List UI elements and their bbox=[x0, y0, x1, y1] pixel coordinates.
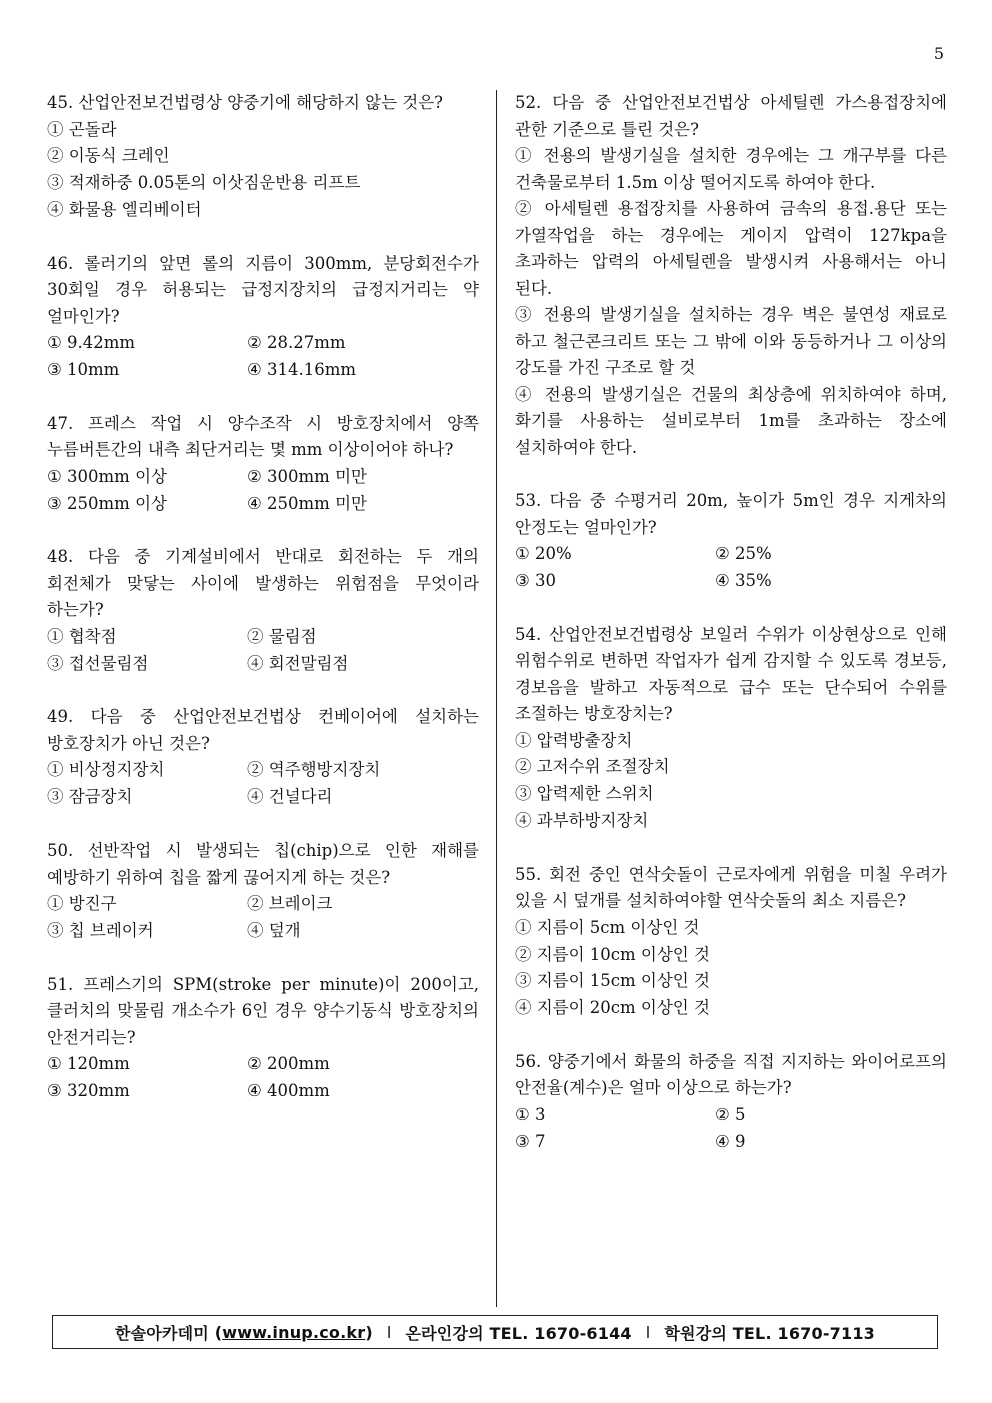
footer-separator: l bbox=[645, 1322, 651, 1342]
answer-option: ① 곤돌라 bbox=[47, 119, 117, 139]
question-text: 51. 프레스기의 SPM(stroke per minute)이 200이고, 클러치의 맞물림 개소수가 6인 경우 양수기동식 방호장치의 안전거리는? bbox=[47, 974, 479, 1047]
answer-option: ④ 건널다리 bbox=[247, 787, 333, 807]
answer-option: ④ 지름이 20cm 이상인 것 bbox=[515, 998, 710, 1018]
answer-option: ① 압력방출장치 bbox=[515, 730, 633, 750]
question-block bbox=[515, 488, 947, 595]
question-block bbox=[515, 862, 947, 1022]
question-text: 49. 다음 중 산업안전보건법상 컨베이어에 설치하는 방호장치가 아닌 것은? bbox=[47, 707, 479, 753]
answer-option: ③ 칩 브레이커 bbox=[47, 920, 154, 940]
question-text: 46. 롤러기의 앞면 롤의 지름이 300mm, 분당회전수가 30회일 경우 허용되는 급정지장치의 급정지거리는 약 얼마인가? bbox=[47, 253, 479, 326]
answer-options bbox=[47, 330, 479, 384]
answer-option: ② 역주행방지장치 bbox=[247, 760, 381, 780]
answer-option: ② 300mm 미만 bbox=[247, 466, 367, 486]
answer-options bbox=[47, 624, 479, 678]
answer-option: ④ 250mm 미만 bbox=[247, 493, 367, 513]
answer-option: ③ 10mm bbox=[47, 359, 120, 379]
footer-online-phone: 온라인강의 TEL. 1670-6144 bbox=[405, 1323, 632, 1343]
question-text: 52. 다음 중 산업안전보건법상 아세틸렌 가스용접장치에 관한 기준으로 틀린 것은? bbox=[515, 93, 947, 139]
answer-options bbox=[515, 143, 947, 461]
footer-academy: 한솔아카데미 bbox=[115, 1323, 209, 1343]
question-text: 48. 다음 중 기계설비에서 반대로 회전하는 두 개의 회전체가 맞닿는 사이에 발생하는 위험점을 무엇이라 하는가? bbox=[47, 547, 479, 620]
question-text: 50. 선반작업 시 발생되는 칩(chip)으로 인한 재해를 예방하기 위하여 칩을 짧게 끊어지게 하는 것은? bbox=[47, 841, 479, 887]
answer-option: ① 비상정지장치 bbox=[47, 760, 165, 780]
page-number: 5 bbox=[933, 44, 944, 63]
answer-option: ④ 400mm bbox=[247, 1080, 330, 1100]
question-block bbox=[47, 972, 479, 1105]
answer-option: ③ 320mm bbox=[47, 1080, 130, 1100]
answer-options bbox=[47, 891, 479, 945]
answer-option: ④ 전용의 발생기실은 건물의 최상층에 위치하여야 하며, 화기를 사용하는 설비로부터 1m를 초과하는 장소에 설치하여야 한다. bbox=[515, 384, 947, 457]
question-text: 53. 다음 중 수평거리 20m, 높이가 5m인 경우 지게차의 안정도는 얼마인가? bbox=[515, 491, 947, 537]
answer-option: ① 9.42mm bbox=[47, 333, 136, 353]
footer-offline-phone: 학원강의 TEL. 1670-7113 bbox=[664, 1323, 875, 1343]
answer-option: ③ 30 bbox=[515, 570, 557, 590]
answer-option: ① 120mm bbox=[47, 1054, 130, 1074]
answer-option: ③ 적재하중 0.05톤의 이삿짐운반용 리프트 bbox=[47, 173, 361, 193]
answer-options bbox=[515, 728, 947, 835]
question-text: 54. 산업안전보건법령상 보일러 수위가 이상현상으로 인해 위험수위로 변하면 작업자가 쉽게 감지할 수 있도록 경보등, 경보음을 발하고 자동적으로 급수 또는 단수되어 수위를 조절하는 방호장치는? bbox=[515, 624, 947, 724]
question-block bbox=[515, 1049, 947, 1156]
answer-option: ① 지름이 5cm 이상인 것 bbox=[515, 917, 700, 937]
question-block bbox=[47, 251, 479, 384]
footer-separator: l bbox=[386, 1322, 392, 1342]
answer-option: ② 이동식 크레인 bbox=[47, 146, 170, 166]
question-text: 55. 회전 중인 연삭숫돌이 근로자에게 위험을 미칠 우려가 있을 시 덮개를 설치하여야할 연삭숫돌의 최소 지름은? bbox=[515, 864, 947, 911]
question-block bbox=[47, 838, 479, 945]
question-block bbox=[47, 90, 479, 224]
question-block bbox=[47, 411, 479, 518]
answer-option: ④ 35% bbox=[715, 570, 772, 590]
answer-option: ② 25% bbox=[715, 544, 772, 563]
answer-option: ③ 250mm 이상 bbox=[47, 493, 167, 513]
answer-option: ④ 314.16mm bbox=[247, 359, 357, 379]
question-block bbox=[515, 622, 947, 835]
answer-option: ② 지름이 10cm 이상인 것 bbox=[515, 944, 710, 964]
answer-option: ④ 과부하방지장치 bbox=[515, 810, 649, 830]
answer-option: ③ 접선물림점 bbox=[47, 653, 149, 673]
question-block bbox=[515, 90, 947, 461]
answer-option: ② 28.27mm bbox=[247, 333, 346, 353]
answer-options bbox=[47, 757, 479, 811]
question-block bbox=[47, 544, 479, 677]
question-column-left bbox=[47, 90, 479, 1105]
answer-option: ① 3 bbox=[515, 1104, 546, 1124]
answer-option: ④ 덮개 bbox=[247, 920, 301, 940]
answer-option: ④ 회전말림점 bbox=[247, 653, 349, 673]
answer-option: ④ 화물용 엘리베이터 bbox=[47, 199, 202, 219]
answer-options bbox=[515, 541, 947, 595]
answer-option: ③ 지름이 15cm 이상인 것 bbox=[515, 971, 710, 991]
answer-option: ② 5 bbox=[715, 1104, 746, 1124]
answer-option: ④ 9 bbox=[715, 1131, 746, 1151]
answer-option: ② 물림점 bbox=[247, 626, 317, 646]
answer-options bbox=[515, 915, 947, 1022]
question-text: 56. 양중기에서 화물의 하중을 직접 지지하는 와이어로프의 안전율(계수)은 얼마 이상으로 하는가? bbox=[515, 1051, 947, 1098]
answer-option: ② 브레이크 bbox=[247, 894, 333, 914]
answer-option: ① 방진구 bbox=[47, 894, 117, 914]
answer-option: ② 200mm bbox=[247, 1054, 330, 1074]
question-text: 45. 산업안전보건법령상 양중기에 해당하지 않는 것은? bbox=[47, 93, 444, 112]
column-divider bbox=[496, 90, 497, 1307]
answer-options bbox=[47, 1051, 479, 1105]
answer-option: ① 협착점 bbox=[47, 626, 117, 646]
answer-option: ① 전용의 발생기실을 설치한 경우에는 그 개구부를 다른 건축물로부터 1.5m 이상 떨어지도록 하여야 한다. bbox=[515, 146, 947, 192]
answer-option: ③ 압력제한 스위치 bbox=[515, 784, 654, 804]
footer-bar: 한솔아카데미 ( www.inup.co.kr ) l 온라인강의 TEL. 1670-6144 l 학원강의 TEL. 1670-7113 bbox=[52, 1315, 938, 1349]
answer-option: ① 20% bbox=[515, 544, 572, 563]
footer-url-link[interactable]: www.inup.co.kr bbox=[222, 1322, 366, 1342]
answer-option: ③ 전용의 발생기실을 설치하는 경우 벽은 불연성 재료로 하고 철근콘크리트 또는 그 밖에 이와 동등하거나 그 이상의 강도를 가진 구조로 할 것 bbox=[515, 305, 947, 377]
question-block bbox=[47, 704, 479, 811]
answer-option: ② 고저수위 조절장치 bbox=[515, 757, 670, 777]
answer-option: ② 아세틸렌 용접장치를 사용하여 금속의 용접.용단 또는 가열작업을 하는 경우에는 게이지 압력이 127kpa을 초과하는 압력의 아세틸렌을 발생시켜 사용해서는 아니 된다. bbox=[515, 199, 947, 298]
answer-option: ③ 7 bbox=[515, 1131, 546, 1151]
question-column-right bbox=[515, 90, 947, 1156]
answer-options bbox=[47, 464, 479, 518]
answer-option: ① 300mm 이상 bbox=[47, 466, 167, 486]
answer-options bbox=[47, 117, 479, 224]
answer-options bbox=[515, 1102, 947, 1156]
question-text: 47. 프레스 작업 시 양수조작 시 방호장치에서 양쪽 누름버튼간의 내측 최단거리는 몇 mm 이상이어야 하나? bbox=[47, 413, 479, 460]
answer-option: ③ 잠금장치 bbox=[47, 787, 133, 807]
